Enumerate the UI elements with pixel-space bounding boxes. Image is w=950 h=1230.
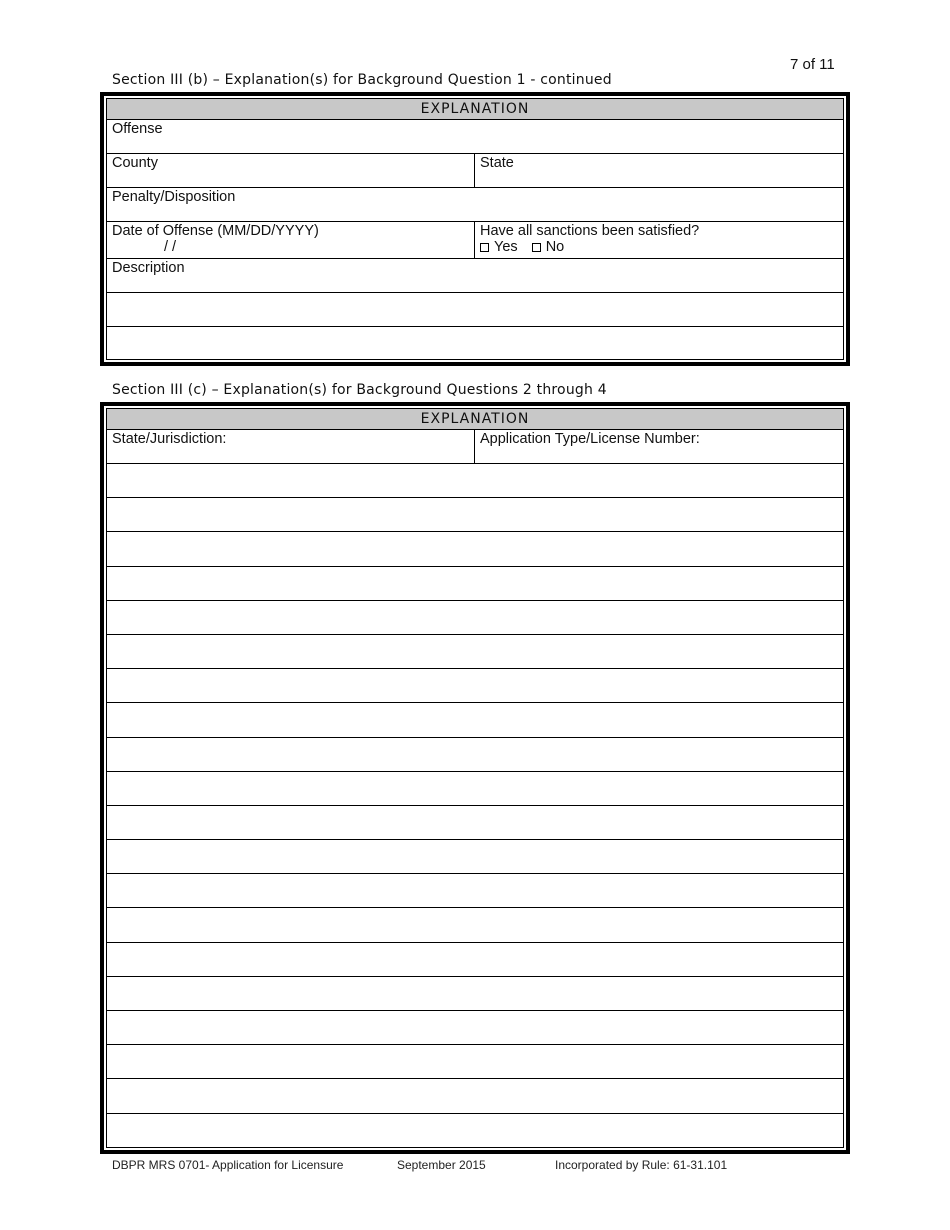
explanation-line[interactable] — [107, 1078, 843, 1112]
sanctions-label: Have all sanctions been satisfied? — [480, 223, 700, 239]
license-number-field[interactable] — [475, 430, 843, 463]
date-of-offense-field[interactable] — [107, 222, 475, 258]
no-checkbox[interactable] — [532, 243, 541, 252]
explanation-line[interactable] — [107, 771, 843, 805]
footer-date: September 2015 — [397, 1158, 486, 1172]
yes-option[interactable] — [480, 239, 518, 255]
explanation-line[interactable] — [107, 463, 843, 497]
explanation-line[interactable] — [107, 1044, 843, 1078]
explanation-line[interactable] — [107, 805, 843, 839]
description-line[interactable] — [107, 292, 843, 326]
explanation-line[interactable] — [107, 1113, 843, 1145]
footer-form-id: DBPR MRS 0701- Application for Licensure — [112, 1158, 344, 1172]
date-placeholder: / / — [164, 239, 177, 255]
explanation-line[interactable] — [107, 600, 843, 634]
explanation-line[interactable] — [107, 737, 843, 771]
yes-label: Yes — [494, 239, 518, 255]
jurisdiction-field[interactable] — [107, 430, 475, 463]
explanation-line[interactable] — [107, 1010, 843, 1044]
explanation-line[interactable] — [107, 839, 843, 873]
explanation-line[interactable] — [107, 497, 843, 531]
explanation-line[interactable] — [107, 907, 843, 941]
explanation-line[interactable] — [107, 531, 843, 565]
description-line[interactable] — [107, 326, 843, 359]
date-label: Date of Offense (MM/DD/YYYY) — [112, 223, 319, 239]
section-b-title: Section III (b) – Explanation(s) for Background Question 1 - continued — [112, 72, 612, 88]
no-label: No — [545, 239, 565, 255]
county-label: County — [112, 155, 158, 171]
yes-checkbox[interactable] — [480, 243, 489, 252]
offense-field[interactable] — [107, 119, 843, 153]
section-c-header: EXPLANATION — [107, 409, 843, 429]
section-c-title: Section III (c) – Explanation(s) for Background Questions 2 through 4 — [112, 382, 607, 398]
penalty-field[interactable] — [107, 187, 843, 221]
county-field[interactable] — [107, 154, 475, 187]
description-label: Description — [112, 260, 185, 276]
footer-rule: Incorporated by Rule: 61-31.101 — [555, 1158, 728, 1172]
description-field[interactable] — [107, 258, 843, 292]
explanation-line[interactable] — [107, 976, 843, 1010]
jurisdiction-label: State/Jurisdiction: — [112, 431, 227, 447]
section-b-form — [100, 92, 850, 366]
explanation-line[interactable] — [107, 668, 843, 702]
explanation-line[interactable] — [107, 634, 843, 668]
explanation-line[interactable] — [107, 873, 843, 907]
penalty-label: Penalty/Disposition — [112, 189, 236, 205]
license-label: Application Type/License Number: — [480, 431, 700, 447]
section-b-header: EXPLANATION — [107, 99, 843, 119]
explanation-line[interactable] — [107, 942, 843, 976]
offense-label: Offense — [112, 121, 163, 137]
explanation-line[interactable] — [107, 566, 843, 600]
page-number: 7 of 11 — [790, 56, 835, 73]
state-label: State — [480, 155, 514, 171]
no-option[interactable] — [532, 239, 565, 255]
sanctions-field — [475, 222, 843, 258]
explanation-line[interactable] — [107, 702, 843, 736]
state-field[interactable] — [475, 154, 843, 187]
section-c-form — [100, 402, 850, 1154]
